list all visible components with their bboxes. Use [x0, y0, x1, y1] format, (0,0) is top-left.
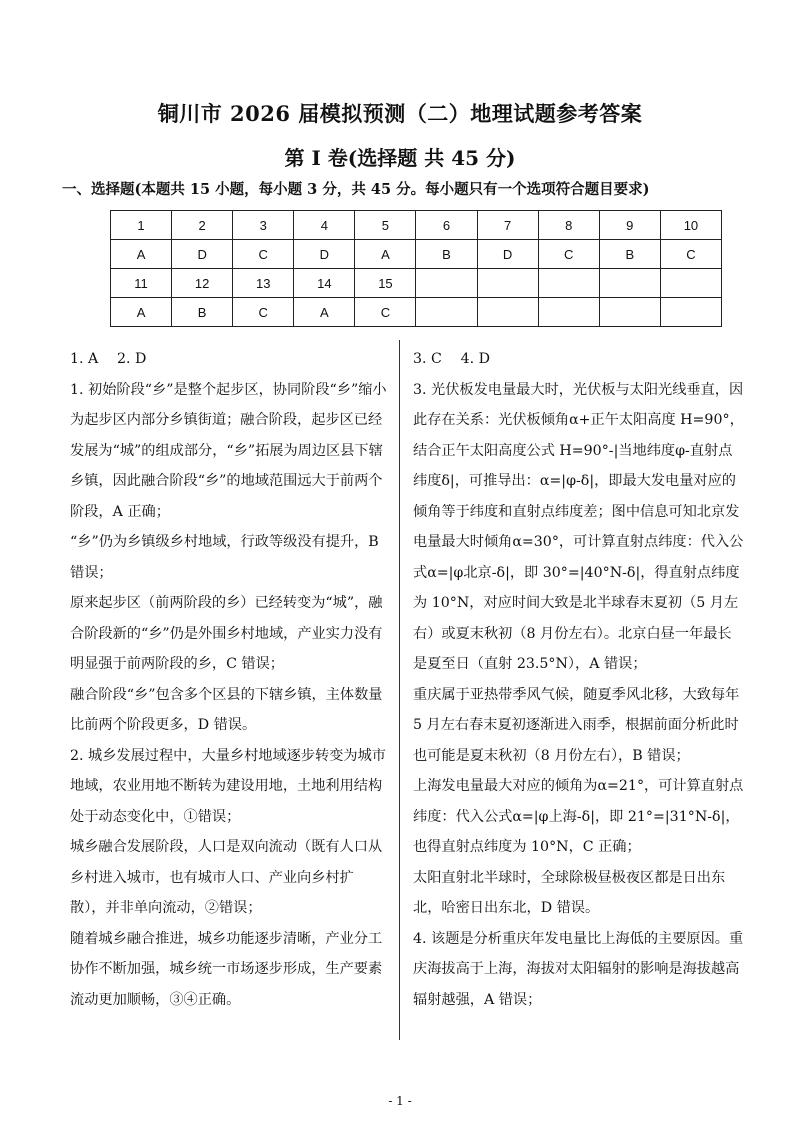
answer-cell: D [172, 240, 233, 269]
question-instruction: 一、选择题(本题共 15 小题，每小题 3 分，共 45 分。每小题只有一个选项符合题目要求) [62, 181, 650, 198]
answer-cell: C [233, 240, 294, 269]
explanation-paragraph: 2. 城乡发展过程中，大量乡村地域逐步转变为城市地域，农业用地不断转为建设用地，土地利用结构处于动态变化中，①错误； [70, 747, 386, 825]
answer-cell: D [294, 240, 355, 269]
question-number-cell [416, 269, 477, 298]
answer-cell: B [416, 240, 477, 269]
answer-row [111, 240, 722, 269]
answer-cell: B [172, 298, 233, 327]
question-number-cell: 12 [172, 269, 233, 298]
question-number-row [111, 269, 722, 298]
question-number-cell: 9 [599, 211, 660, 240]
explanation-paragraph: 1. 初始阶段“乡”是整个起步区，协同阶段“乡”缩小为起步区内部分乡镇街道；融合阶段，起步区已经发展为“城”的组成部分，“乡”拓展为周边区县下辖乡镇，因此融合阶段“乡”的地域范围远大于前两个阶段，A 正确； [70, 381, 387, 520]
question-number-cell: 6 [416, 211, 477, 240]
explanation-paragraph: 上海发电量最大对应的倾角为α=21°，可计算直射点纬度：代入公式α=|φ上海-δ|，即 21°=|31°N-δ|，也得直射点纬度为 10°N，C 正确； [413, 778, 744, 855]
question-number-cell: 4 [294, 211, 355, 240]
explanation-paragraph: 融合阶段“乡”包含多个区县的下辖乡镇，主体数量比前两个阶段更多，D 错误。 [70, 686, 383, 733]
answer-cell: A [294, 298, 355, 327]
question-number-cell: 13 [233, 269, 294, 298]
question-number-cell [599, 269, 660, 298]
page-title: 铜川市 2026 届模拟预测（二）地理试题参考答案 [157, 101, 643, 126]
column-divider [399, 340, 400, 1040]
question-number-cell: 2 [172, 211, 233, 240]
answer-cell [477, 298, 538, 327]
left-column-explanations [70, 344, 388, 1015]
explanation-paragraph: 重庆属于亚热带季风气候，随夏季风北移，大致每年 5 月左右春末夏初逐渐进入雨季，根据前面分析此时也可能是夏末秋初（8 月份左右），B 错误； [413, 686, 740, 764]
question-number-cell: 5 [355, 211, 416, 240]
section-title: 第 I 卷(选择题 共 45 分) [284, 146, 516, 170]
answer-cell [538, 298, 599, 327]
answer-cell: A [111, 298, 172, 327]
answer-cell: C [538, 240, 599, 269]
answer-cell: B [599, 240, 660, 269]
page-number: - 1 - [388, 1094, 412, 1108]
explanation-paragraph: 太阳直射北半球时，全球除极昼极夜区都是日出东北，哈密日出东北，D 错误。 [413, 869, 726, 916]
answer-row [111, 298, 722, 327]
answer-cell: A [111, 240, 172, 269]
question-number-row [111, 211, 722, 240]
answer-cell: D [477, 240, 538, 269]
question-number-cell: 11 [111, 269, 172, 298]
explanation-paragraph: “乡”仍为乡镇级乡村地域，行政等级没有提升，B 错误； [70, 534, 379, 581]
explanation-paragraph: 4. 该题是分析重庆年发电量比上海低的主要原因。重庆海拔高于上海，海拔对太阳辐射的影响是海拔越高辐射越强，A 错误； [413, 930, 744, 1008]
answer-cell [660, 298, 721, 327]
question-number-cell [660, 269, 721, 298]
answer-cell [599, 298, 660, 327]
question-number-cell: 8 [538, 211, 599, 240]
question-number-cell: 15 [355, 269, 416, 298]
answer-cell: C [233, 298, 294, 327]
question-number-cell: 1 [111, 211, 172, 240]
question-number-cell: 10 [660, 211, 721, 240]
answer-cell: C [660, 240, 721, 269]
answer-cell [416, 298, 477, 327]
question-number-cell: 7 [477, 211, 538, 240]
answer-summary: 3. C 4. D [413, 351, 491, 367]
answer-cell: C [355, 298, 416, 327]
question-number-cell [538, 269, 599, 298]
answer-table [110, 210, 722, 327]
question-number-cell: 14 [294, 269, 355, 298]
explanation-paragraph: 原来起步区（前两阶段的乡）已经转变为“城”，融合阶段新的“乡”仍是外围乡村地域，产业实力没有明显强于前两阶段的乡，C 错误； [70, 595, 383, 672]
question-number-cell [477, 269, 538, 298]
right-column-explanations [413, 344, 745, 1015]
explanation-paragraph: 城乡融合发展阶段，人口是双向流动（既有人口从乡村进入城市，也有城市人口、产业向乡村扩散），并非单向流动，②错误； [70, 839, 383, 916]
explanation-paragraph: 随着城乡融合推进，城乡功能逐步清晰，产业分工协作不断加强，城乡统一市场逐步形成，生产要素流动更加顺畅，③④正确。 [70, 930, 383, 1008]
question-number-cell: 3 [233, 211, 294, 240]
answer-summary: 1. A 2. D [70, 351, 147, 367]
explanation-paragraph: 3. 光伏板发电量最大时，光伏板与太阳光线垂直，因此存在关系：光伏板倾角α+正午太阳高度 H=90°，结合正午太阳高度公式 H=90°-|当地纬度φ-直射点纬度δ|，可推导出：α=|φ-δ|，即最大发电量对应的倾角等于纬度和直射点纬度差；图中信息可知北京发电量最大时倾角α=30°，可计算直射点纬度：代入公式α=|φ北京-δ|，即 30°=|40°N-δ|，得直射点纬度为 10°N，对应时间大致是北半球春末夏初（5 月左右）或夏末秋初（8 月份左右）。北京白昼一年最长是夏至日（直射 23.5°N），A 错误； [413, 381, 744, 672]
answer-cell: A [355, 240, 416, 269]
